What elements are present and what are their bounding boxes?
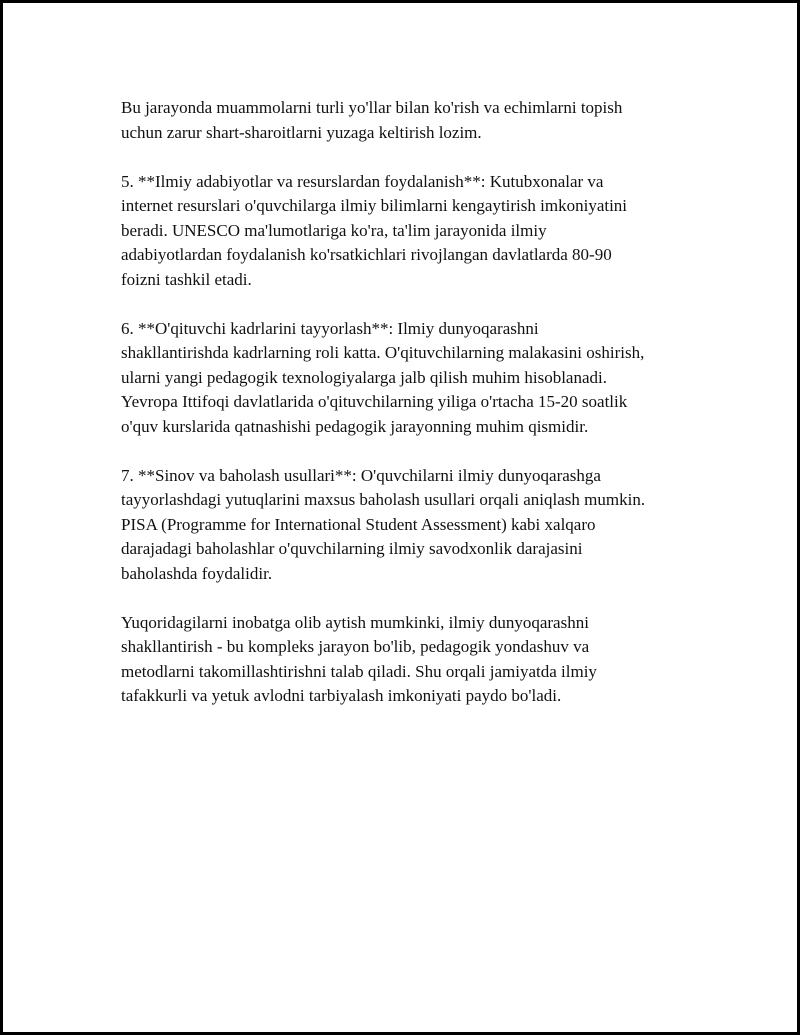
paragraph-intro [121, 96, 701, 145]
text-line: baholashda foydalidir. [121, 563, 273, 583]
text-line: internet resurslari o'quvchilarga ilmiy bilimlarni kengaytirish imkoniyatini [121, 196, 628, 215]
paragraph-conclusion [121, 611, 701, 709]
text-line: tayyorlashdagi yutuqlarini maxsus baholash usullari orqali aniqlash mumkin. [121, 490, 646, 509]
text-line: tafakkurli va yetuk avlodni tarbiyalash imkoniyati paydo bo'ladi. [121, 686, 562, 705]
paragraph-item-6 [121, 317, 701, 440]
text-line: Yuqoridagilarni inobatga olib aytish mumkinki, ilmiy dunyoqarashni [121, 612, 589, 632]
text-line: metodlarni takomillashtirishni talab qiladi. Shu orqali jamiyatda ilmiy [121, 661, 597, 681]
text-line: uchun zarur shart-sharoitlarni yuzaga keltirish lozim. [121, 122, 482, 142]
text-line: 7. **Sinov va baholash usullari**: O'quvchilarni ilmiy dunyoqarashga [121, 465, 601, 485]
text-line: foizni tashkil etadi. [121, 269, 252, 289]
text-line: shakllantirish - bu kompleks jarayon bo'lib, pedagogik yondashuv va [121, 637, 590, 656]
text-line: 5. **Ilmiy adabiyotlar va resurslardan foydalanish**: Kutubxonalar va [121, 171, 604, 191]
text-line: Yevropa Ittifoqi davlatlarida o'qituvchilarning yiliga o'rtacha 15-20 soatlik [121, 392, 628, 411]
text-line: o'quv kurslarida qatnashishi pedagogik jarayonning muhim qismidir. [121, 416, 589, 436]
text-line: darajadagi baholashlar o'quvchilarning ilmiy savodxonlik darajasini [121, 539, 583, 558]
paragraph-item-5 [121, 170, 701, 293]
document-body [121, 96, 701, 733]
text-line: beradi. UNESCO ma'lumotlariga ko'ra, ta'lim jarayonida ilmiy [121, 220, 547, 240]
paragraph-item-7 [121, 464, 701, 587]
text-line: ularni yangi pedagogik texnologiyalarga jalb qilish muhim hisoblanadi. [121, 367, 607, 387]
text-line: 6. **O'qituvchi kadrlarini tayyorlash**: Ilmiy dunyoqarashni [121, 318, 539, 338]
text-line: shakllantirishda kadrlarning roli katta. O'qituvchilarning malakasini oshirish, [121, 343, 645, 362]
text-line: PISA (Programme for International Student Assessment) kabi xalqaro [121, 514, 596, 534]
text-line: Bu jarayonda muammolarni turli yo'llar bilan ko'rish va echimlarni topish [121, 98, 623, 117]
text-line: adabiyotlardan foydalanish ko'rsatkichlari rivojlangan davlatlarda 80-90 [121, 245, 612, 264]
